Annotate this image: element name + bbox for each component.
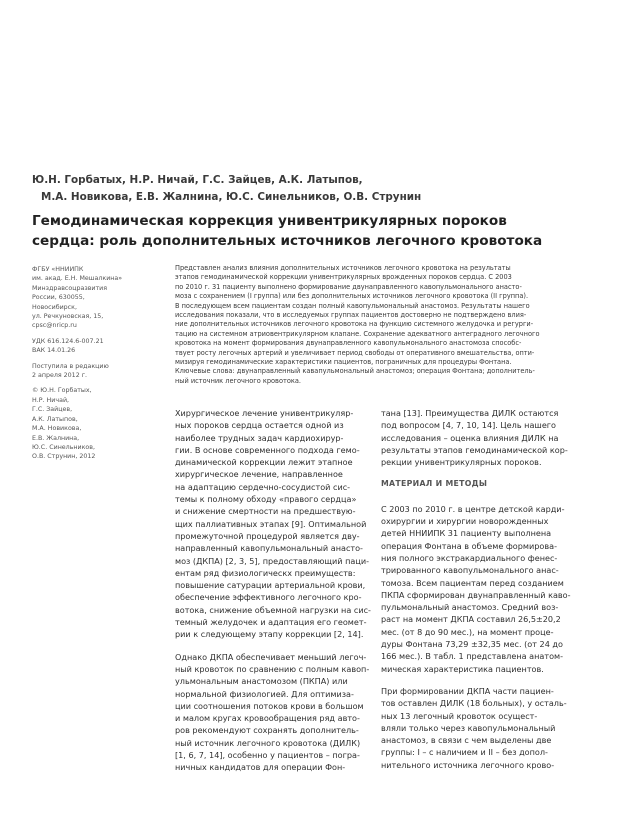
body-line: динамической коррекции лежит этапное xyxy=(175,457,353,468)
abstract-line: кровотока на момент формирования двунаправленного кавопульмонального анастомоза способс- xyxy=(175,339,522,348)
body-line: щих паллиативных этапах [9]. Оптимальной xyxy=(175,518,367,529)
copyright-line: Н.Р. Ничай, xyxy=(32,396,70,404)
copyright-line: Ю.С. Синельников, xyxy=(32,443,95,451)
abstract-line: исследования показали, что в исследуемых группах пациентов достоверно не подтверждено влия- xyxy=(175,311,527,320)
body-line: темный желудочек и адаптация его геомет- xyxy=(175,617,367,628)
abstract-line: твует росту легочных артерий и увеличивает период свободы от оперативного вмешательства, опти- xyxy=(175,348,535,357)
abstract-line: этапов гемодинамической коррекции унивентрикулярных врожденных пороков сердца. С 2003 xyxy=(175,273,512,282)
affiliation-line: Новосибирск, xyxy=(32,303,77,311)
body-line: ульмональным анастомозом (ПКПА) или xyxy=(175,676,348,687)
body-line: [1, 6, 7, 14], особенно у пациентов – погра- xyxy=(175,750,360,761)
received-line: Поступила в редакцию xyxy=(32,362,109,370)
copyright-line: О.В. Струнин, 2012 xyxy=(32,453,96,461)
body-line: Однако ДКПА обеспечивает меньший легоч- xyxy=(175,651,367,662)
body-line: повышение сатурации артериальной крови, xyxy=(175,580,366,591)
body-line: наиболее трудных задач кардиохирур- xyxy=(175,432,344,443)
sidebar-info xyxy=(32,265,142,468)
body-line: анастомоз, в связи с чем выделены две xyxy=(381,735,552,746)
paragraph-gap xyxy=(175,641,375,651)
affiliation-email[interactable]: cpsc@nricp.ru xyxy=(32,322,77,330)
copyright-line: Г.С. Зайцев, xyxy=(32,406,73,414)
body-line: на адаптацию сердечно-сосудистой сис- xyxy=(175,481,351,492)
body-line: ных пороков сердца остается одной из xyxy=(175,420,344,431)
authors xyxy=(32,172,612,206)
body-line: под вопросом [4, 7, 10, 14]. Цель нашего xyxy=(381,420,557,431)
abstract-line: мизируя гемодинамические характеристики пациентов, пограничных для процедуры Фонтана. xyxy=(175,358,512,367)
copyright-line: А.К. Латыпов, xyxy=(32,415,78,423)
body-line: При формировании ДКПА части пациен- xyxy=(381,685,554,696)
body-line: ров рекомендуют сохранять дополнитель- xyxy=(175,725,359,736)
authors-line: Ю.Н. Горбатых, Н.Р. Ничай, Г.С. Зайцев, А.К. Латыпов, xyxy=(32,174,363,186)
body-line: и снижение смертности на предшествую- xyxy=(175,506,356,517)
received-line: 2 апреля 2012 г. xyxy=(32,372,88,380)
body-line: С 2003 по 2010 г. в центре детской карди- xyxy=(381,503,565,514)
abstract-keywords-line: ный источник легочного кровотока. xyxy=(175,376,301,385)
body-line: хирургическое лечение, направленное xyxy=(175,469,343,480)
copyright-line: М.А. Новикова, xyxy=(32,425,82,433)
body-line: ный кровоток по сравнению с полным кавоп- xyxy=(175,663,370,674)
affiliation-line: ФГБУ «ННИИПК xyxy=(32,266,84,273)
body-line: раст на момент ДКПА составил 26,5±20,2 xyxy=(381,614,561,625)
body-line: группы: I – с наличием и II – без допол- xyxy=(381,747,548,758)
title-line: Гемодинамическая коррекция унивентрикулярных пороков xyxy=(32,213,507,229)
affiliation xyxy=(32,265,142,331)
body-line: ентам ряд физиологическх преимуществ: xyxy=(175,567,356,578)
body-column-right xyxy=(381,407,606,771)
body-line: вляли только через кавопульмональный xyxy=(381,722,556,733)
body-line: обеспечение эффективного легочного кро- xyxy=(175,592,362,603)
body-line: рекции унивентрикулярных пороков. xyxy=(381,457,542,468)
body-line: вотока, снижение объемной нагрузки на сис- xyxy=(175,604,371,615)
copyright-line: Е.В. Жалнина, xyxy=(32,434,80,442)
body-line: ПКПА сформирован двунаправленный каво- xyxy=(381,589,571,600)
body-line: моз (ДКПА) [2, 3, 5], предоставляющий паци- xyxy=(175,555,370,566)
abstract-keywords-line: Ключевые слова: двунаправленный кавапульмональный анастомоз; операция Фонтана; дополнитель- xyxy=(175,367,535,376)
abstract-line: В последующем всем пациентам создан полный кавопульмональный анастомоз. Результаты нашего xyxy=(175,301,530,310)
body-line: 166 мес.). В табл. 1 представлена анатом- xyxy=(381,651,564,662)
body-line: гии. В основе современного подхода гемо- xyxy=(175,444,360,455)
abstract-line: моза с сохранением (I группа) или без дополнительных источников легочного кровотока (II группа). xyxy=(175,292,529,301)
paragraph-gap xyxy=(381,675,606,685)
abstract-line: ние дополнительных источников легочного кровотока на функцию системного желудочка и регурги- xyxy=(175,320,534,329)
body-line: нормальной физиологией. Для оптимиза- xyxy=(175,688,354,699)
body-line: трированного кавопульмонального анас- xyxy=(381,565,559,576)
body-line: ния полного экстракардиального фенес- xyxy=(381,552,558,563)
article-title xyxy=(32,211,602,251)
body-line: и малом кругах кровообращения ряд авто- xyxy=(175,713,360,724)
copyright-line: © Ю.Н. Горбатых, xyxy=(32,387,92,395)
body-line: дуры Фонтана 73,29 ±32,35 мес. (от 24 до xyxy=(381,639,563,650)
body-line: результаты этапов гемодинамической кор- xyxy=(381,444,568,455)
body-line: ных 13 легочный кровоток осущест- xyxy=(381,710,538,721)
body-line: мическая характеристика пациентов. xyxy=(381,663,544,674)
copyright xyxy=(32,386,142,461)
body-line: пульмональный анастомоз. Средний воз- xyxy=(381,602,559,613)
body-line: охирургии и хирургии новорожденных xyxy=(381,516,549,527)
body-line: Хирургическое лечение унивентрикуляр- xyxy=(175,408,354,418)
body-line: нительного источника легочного крово- xyxy=(381,759,555,770)
title-line: сердца: роль дополнительных источников легочного кровотока xyxy=(32,233,543,249)
abstract-line: Представлен анализ влияния дополнительных источников легочного кровотока на результаты xyxy=(175,264,511,272)
abstract-line: по 2010 г. 31 пациенту выполнено формирование двунаправленного кавопульмонального анасто- xyxy=(175,282,522,291)
body-line: рии к следующему этапу коррекции [2, 14]. xyxy=(175,629,364,640)
body-line: промежуточной процедурой является дву- xyxy=(175,530,360,541)
body-line: тана [13]. Преимущества ДИЛК остаются xyxy=(381,408,559,418)
body-line: тов оставлен ДИЛК (18 больных), у осталь- xyxy=(381,698,567,709)
authors-line: М.А. Новикова, Е.В. Жалнина, Ю.С. Синельников, О.В. Струнин xyxy=(41,191,422,203)
abstract xyxy=(175,264,605,386)
udc-line: ВАК 14.01.26 xyxy=(32,347,76,355)
udc-line: УДК 616.124.6-007.21 xyxy=(32,337,104,345)
abstract-line: тацию на системном атриовентрикулярном клапане. Сохранение адекватного антеградного легочного xyxy=(175,329,540,338)
body-line: детей ННИИПК 31 пациенту выполнена xyxy=(381,528,552,539)
body-line: ничных кандидатов для операции Фон- xyxy=(175,762,346,773)
body-line: ции соотношения потоков крови в большом xyxy=(175,700,364,711)
affiliation-line: ул. Речкуновская, 15, xyxy=(32,313,104,321)
body-line: темы к полному обходу «правого сердца» xyxy=(175,494,357,505)
received-date xyxy=(32,362,142,381)
body-line: направленный кавопульмональный анасто- xyxy=(175,543,363,554)
body-line: исследования – оценка влияния ДИЛК на xyxy=(381,432,559,443)
section-heading: МАТЕРИАЛ И МЕТОДЫ xyxy=(381,479,488,489)
body-line: мес. (от 8 до 90 мес.), на момент проце- xyxy=(381,626,554,637)
body-line: томоза. Всем пациентам перед созданием xyxy=(381,577,564,588)
affiliation-line: Минздравсоцразвития xyxy=(32,284,108,292)
body-line: ный источник легочного кровотока (ДИЛК) xyxy=(175,737,361,748)
affiliation-line: им. акад. Е.Н. Мешалкина» xyxy=(32,275,123,283)
udc-codes xyxy=(32,337,142,356)
body-column-left xyxy=(175,407,375,774)
affiliation-line: России, 630055, xyxy=(32,294,85,302)
body-line: операция Фонтана в объеме формирова- xyxy=(381,540,557,551)
